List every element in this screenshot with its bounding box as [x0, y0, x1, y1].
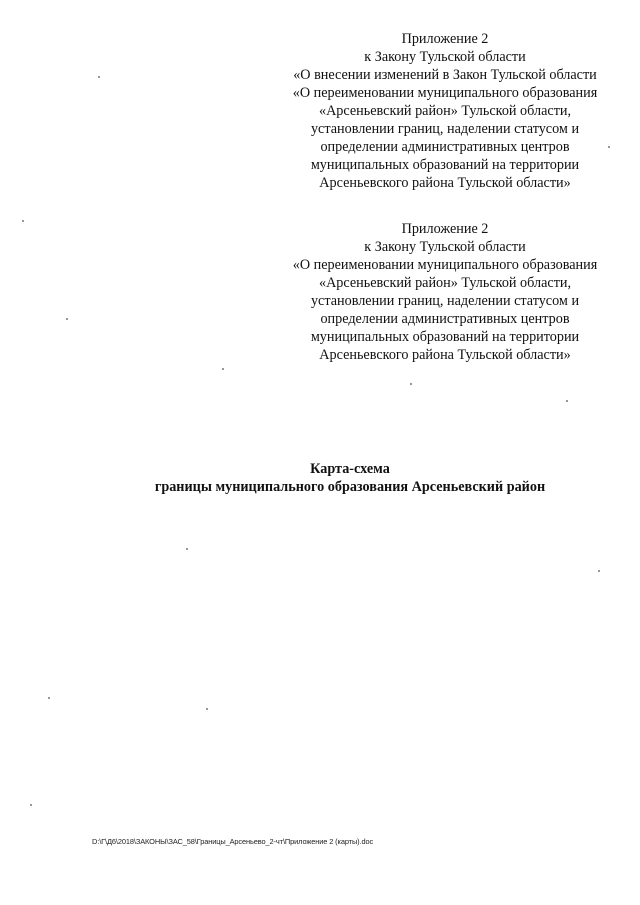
- scan-speck: [598, 570, 600, 572]
- appendix-line: к Закону Тульской области: [364, 239, 526, 255]
- appendix-line: определении административных центров: [320, 139, 570, 155]
- map-scheme-title: [0, 460, 640, 496]
- appendix-line: Арсеньевского района Тульской области»: [319, 347, 571, 363]
- appendix-line: «Арсеньевский район» Тульской области,: [318, 275, 572, 291]
- appendix-line: Приложение 2: [401, 221, 489, 237]
- appendix-line: муниципальных образований на территории: [310, 157, 580, 173]
- appendix-line: «Арсеньевский район» Тульской области,: [318, 103, 572, 119]
- appendix-line: определении административных центров: [320, 311, 570, 327]
- appendix-header-amendment: [262, 30, 628, 192]
- appendix-header-original: [262, 220, 628, 364]
- scan-speck: [48, 697, 50, 699]
- scan-speck: [30, 804, 32, 806]
- scan-speck: [186, 548, 188, 550]
- appendix-line: «О переименовании муниципального образования: [292, 257, 598, 273]
- footer-file-path: D:\Г\Д6\2018\ЗАКОНЫ\ЗАС_58\Границы_Арсеньево_2-чт\Приложение 2 (карты).doc: [92, 837, 374, 846]
- scan-speck: [66, 318, 68, 320]
- appendix-line: Арсеньевского района Тульской области»: [319, 175, 571, 191]
- scan-speck: [222, 368, 224, 370]
- map-title-heading: Карта-схема: [310, 461, 390, 477]
- scan-speck: [206, 708, 208, 710]
- map-title-subheading: границы муниципального образования Арсеньевский район: [154, 479, 546, 495]
- scan-speck: [22, 220, 24, 222]
- appendix-line: установлении границ, наделении статусом и: [310, 293, 580, 309]
- appendix-line: установлении границ, наделении статусом и: [310, 121, 580, 137]
- appendix-line: «О переименовании муниципального образования: [292, 85, 598, 101]
- scan-speck: [98, 76, 100, 78]
- appendix-line: Приложение 2: [401, 31, 489, 47]
- appendix-line: муниципальных образований на территории: [310, 329, 580, 345]
- scan-speck: [608, 146, 610, 148]
- appendix-line: к Закону Тульской области: [364, 49, 526, 65]
- appendix-line: «О внесении изменений в Закон Тульской области: [293, 67, 597, 83]
- scan-speck: [566, 400, 568, 402]
- scan-speck: [410, 383, 412, 385]
